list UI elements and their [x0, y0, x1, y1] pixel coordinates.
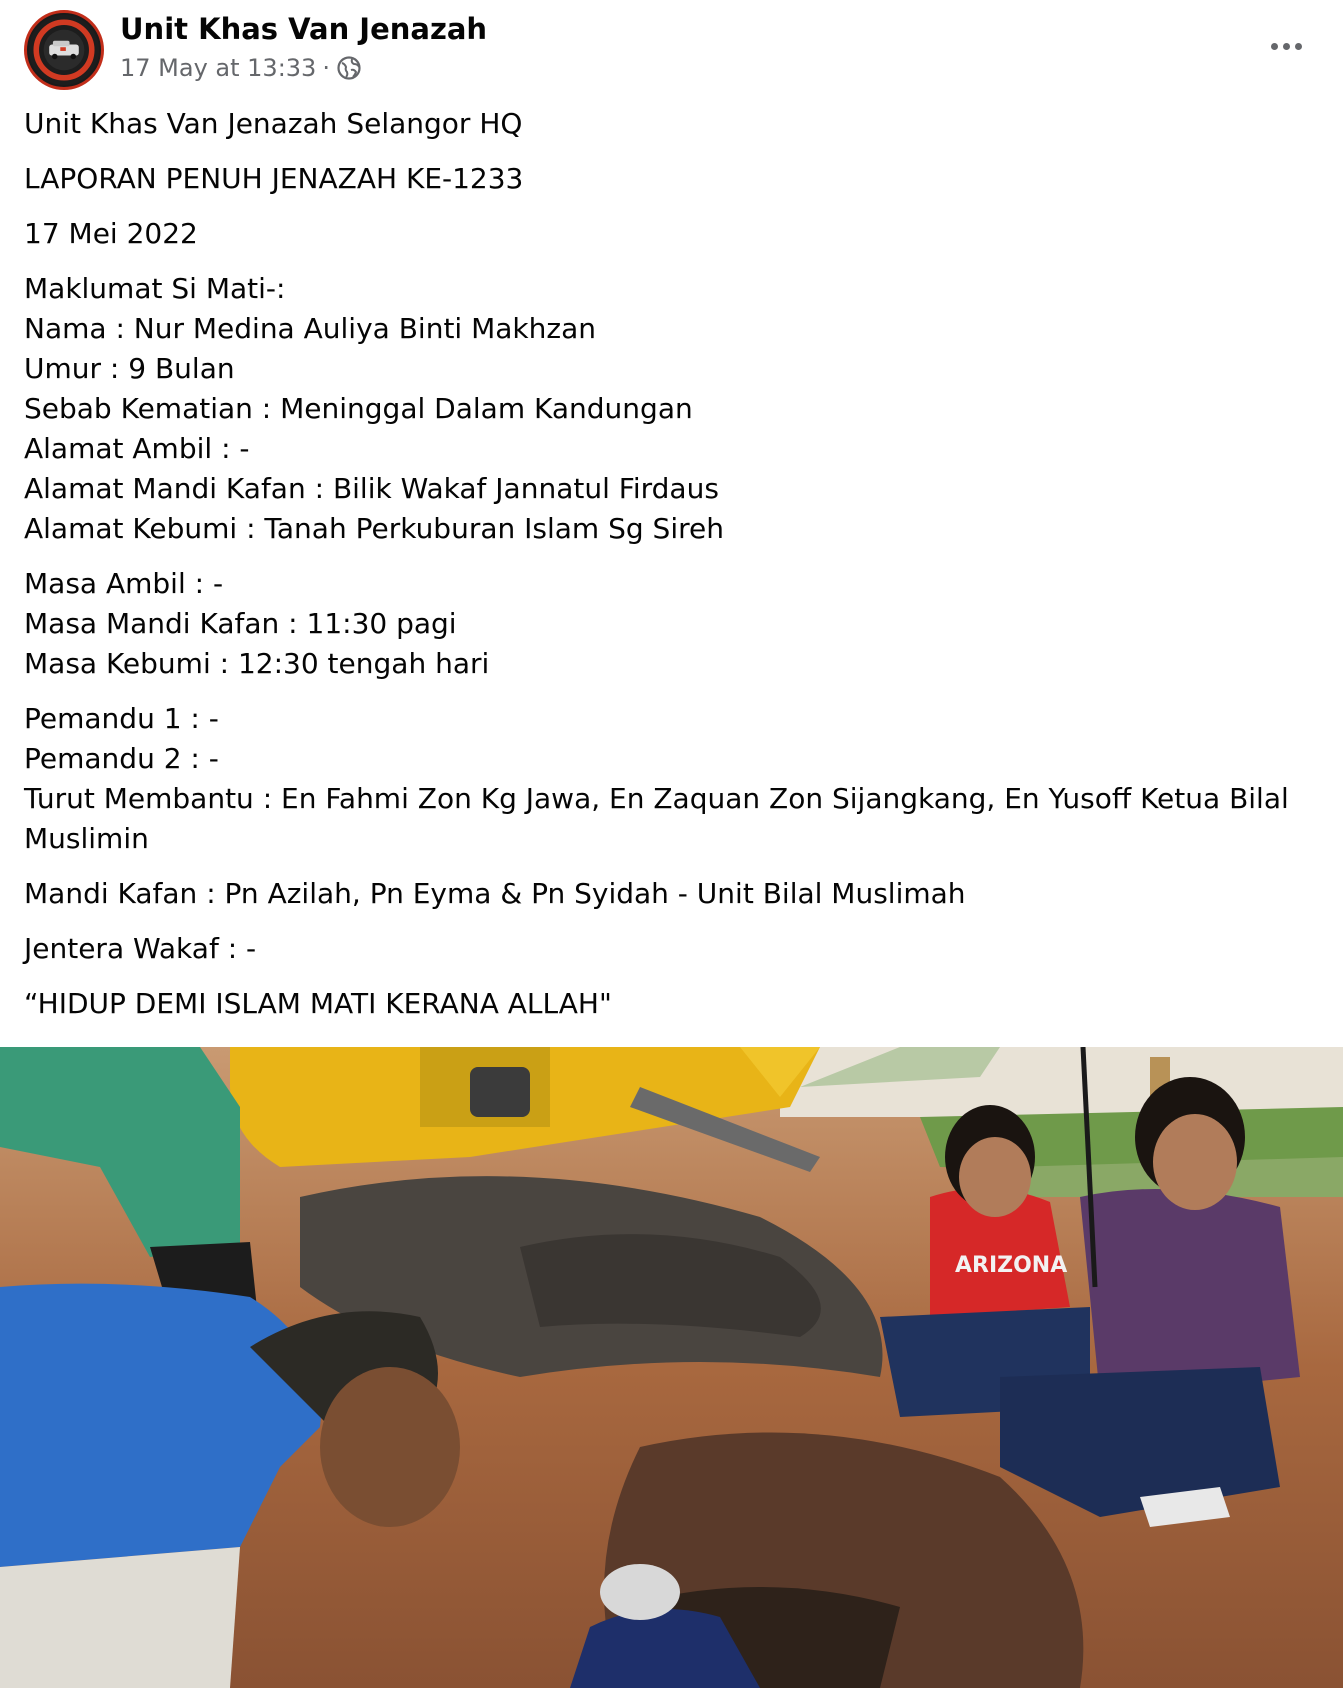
info-line: Umur : 9 Bulan	[24, 352, 235, 385]
more-dot	[1295, 43, 1302, 50]
info-line: Turut Membantu : En Fahmi Zon Kg Jawa, En Zaquan Zon Sijangkang, En Yusoff Ketua Bilal Muslimin	[24, 782, 1289, 855]
info-line: Nama : Nur Medina Auliya Binti Makhzan	[24, 312, 596, 345]
deceased-info	[24, 269, 1314, 549]
post-body	[24, 104, 1314, 1039]
post-heading: Unit Khas Van Jenazah Selangor HQ	[24, 107, 523, 140]
report-date: 17 Mei 2022	[24, 217, 198, 250]
info-line: Masa Ambil : -	[24, 567, 224, 600]
report-title: LAPORAN PENUH JENAZAH KE-1233	[24, 162, 524, 195]
more-options-icon	[1271, 43, 1278, 50]
mandi-info: Mandi Kafan : Pn Azilah, Pn Eyma & Pn Syidah - Unit Bilal Muslimah	[24, 877, 966, 910]
burial-scene-image	[0, 1047, 1343, 1688]
post-meta	[120, 54, 362, 82]
meta-separator: ·	[322, 54, 330, 82]
crew-info	[24, 699, 1314, 859]
motto: “HIDUP DEMI ISLAM MATI KERANA ALLAH"	[24, 987, 612, 1020]
post-photo[interactable]	[0, 1047, 1343, 1688]
info-line: Masa Mandi Kafan : 11:30 pagi	[24, 607, 457, 640]
time-info	[24, 564, 1314, 684]
globe-icon[interactable]	[336, 55, 362, 81]
info-line: Sebab Kematian : Meninggal Dalam Kandungan	[24, 392, 693, 425]
post-header	[0, 0, 1343, 100]
more-options-button[interactable]	[1264, 26, 1308, 66]
post-timestamp[interactable]: 17 May at 13:33	[120, 54, 317, 82]
more-dot	[1283, 43, 1290, 50]
info-line: Alamat Mandi Kafan : Bilik Wakaf Jannatul Firdaus	[24, 472, 719, 505]
jentera-info: Jentera Wakaf : -	[24, 932, 257, 965]
shirt-text: ARIZONA	[955, 1253, 1068, 1278]
info-line: Maklumat Si Mati-:	[24, 272, 286, 305]
page-name-link[interactable]: Unit Khas Van Jenazah	[120, 12, 488, 46]
page-avatar[interactable]	[24, 10, 104, 90]
info-line: Pemandu 2 : -	[24, 742, 219, 775]
van-logo-icon	[27, 13, 101, 87]
info-line: Pemandu 1 : -	[24, 702, 219, 735]
info-line: Alamat Kebumi : Tanah Perkuburan Islam Sg Sireh	[24, 512, 724, 545]
info-line: Alamat Ambil : -	[24, 432, 250, 465]
info-line: Masa Kebumi : 12:30 tengah hari	[24, 647, 490, 680]
